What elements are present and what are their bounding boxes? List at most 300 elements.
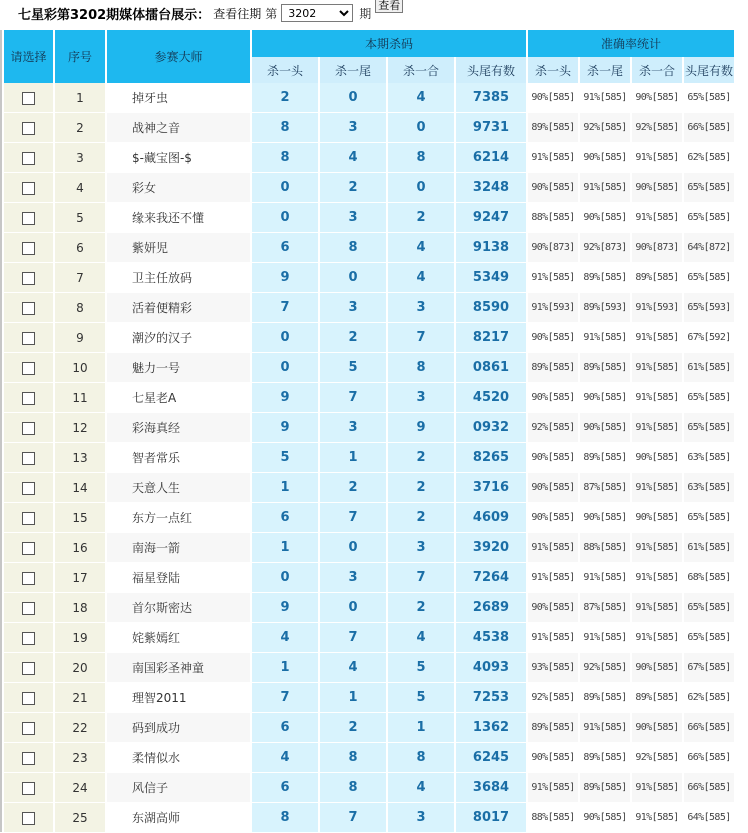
row-acc-headtail: 65%[585] [684,413,734,443]
row-kill-tail: 2 [320,713,386,743]
row-kill-sum: 2 [388,473,454,503]
row-index: 7 [55,263,105,293]
row-checkbox[interactable] [22,392,35,405]
row-acc-tail: 89%[593] [580,293,630,323]
row-acc-tail: 91%[585] [580,323,630,353]
row-kill-headtail: 4093 [456,653,526,683]
row-checkbox[interactable] [22,602,35,615]
row-kill-head: 9 [252,593,318,623]
row-kill-headtail: 4520 [456,383,526,413]
row-master-name: 东湖高师 [107,803,250,833]
row-kill-sum: 4 [388,263,454,293]
row-acc-sum: 90%[585] [632,713,682,743]
sub-header-kill-headtail: 头尾有数 [456,57,526,83]
row-acc-tail: 92%[585] [580,113,630,143]
row-master-name: 南海一箭 [107,533,250,563]
sub-header-kill-sum: 杀一合 [388,57,454,83]
row-kill-headtail: 3248 [456,173,526,203]
row-kill-headtail: 0932 [456,413,526,443]
row-kill-head: 6 [252,713,318,743]
table-row [4,113,734,143]
row-acc-head: 91%[585] [528,623,578,653]
row-acc-sum: 90%[873] [632,233,682,263]
row-kill-sum: 4 [388,83,454,113]
row-master-name: 智者常乐 [107,443,250,473]
row-acc-sum: 91%[593] [632,293,682,323]
row-checkbox[interactable] [22,332,35,345]
row-kill-tail: 3 [320,413,386,443]
row-checkbox[interactable] [22,92,35,105]
row-acc-tail: 87%[585] [580,593,630,623]
row-checkbox[interactable] [22,722,35,735]
row-kill-head: 8 [252,143,318,173]
row-master-name: 卫主任放码 [107,263,250,293]
row-kill-tail: 2 [320,473,386,503]
row-kill-tail: 7 [320,623,386,653]
row-kill-headtail: 5349 [456,263,526,293]
table-row [4,263,734,293]
row-kill-headtail: 7264 [456,563,526,593]
row-kill-headtail: 3684 [456,773,526,803]
row-index: 9 [55,323,105,353]
row-kill-headtail: 3920 [456,533,526,563]
view-button[interactable]: 查看 [375,0,403,13]
row-master-name: 南国彩圣神童 [107,653,250,683]
row-kill-sum: 7 [388,563,454,593]
row-acc-sum: 91%[585] [632,203,682,233]
master-table [2,30,736,833]
row-kill-sum: 3 [388,293,454,323]
table-row [4,713,734,743]
row-acc-sum: 91%[585] [632,773,682,803]
row-kill-tail: 1 [320,443,386,473]
table-row [4,683,734,713]
row-kill-head: 8 [252,113,318,143]
row-acc-head: 90%[585] [528,743,578,773]
row-acc-head: 89%[585] [528,713,578,743]
row-select-cell [4,113,53,143]
row-kill-sum: 2 [388,593,454,623]
row-kill-tail: 3 [320,113,386,143]
group-header-accuracy: 准确率统计 [528,30,734,57]
row-index: 2 [55,113,105,143]
row-index: 24 [55,773,105,803]
row-checkbox[interactable] [22,542,35,555]
row-kill-headtail: 0861 [456,353,526,383]
table-row [4,413,734,443]
row-acc-sum: 90%[585] [632,653,682,683]
period-suffix-label: 期 [359,6,372,21]
row-kill-tail: 8 [320,773,386,803]
table-row [4,323,734,353]
row-kill-headtail: 2689 [456,593,526,623]
row-acc-head: 92%[585] [528,683,578,713]
row-kill-head: 8 [252,803,318,833]
row-checkbox[interactable] [22,692,35,705]
row-checkbox[interactable] [22,272,35,285]
row-kill-head: 6 [252,503,318,533]
row-kill-tail: 0 [320,593,386,623]
row-kill-sum: 2 [388,203,454,233]
row-checkbox[interactable] [22,452,35,465]
row-master-name: 柔情似水 [107,743,250,773]
row-acc-sum: 89%[585] [632,263,682,293]
row-master-name: 彩海真经 [107,413,250,443]
row-select-cell [4,773,53,803]
row-master-name: 福星登陆 [107,563,250,593]
row-checkbox[interactable] [22,302,35,315]
row-kill-sum: 8 [388,743,454,773]
row-index: 23 [55,743,105,773]
row-kill-sum: 5 [388,683,454,713]
row-master-name: 彩女 [107,173,250,203]
row-kill-head: 1 [252,533,318,563]
row-acc-headtail: 66%[585] [684,743,734,773]
row-kill-head: 9 [252,413,318,443]
row-acc-sum: 91%[585] [632,623,682,653]
row-acc-head: 90%[585] [528,593,578,623]
row-kill-sum: 5 [388,653,454,683]
row-kill-tail: 2 [320,173,386,203]
table-row [4,143,734,173]
row-acc-sum: 90%[585] [632,503,682,533]
row-acc-head: 92%[585] [528,413,578,443]
row-index: 13 [55,443,105,473]
row-acc-sum: 91%[585] [632,323,682,353]
row-index: 21 [55,683,105,713]
row-select-cell [4,173,53,203]
row-index: 15 [55,503,105,533]
row-acc-head: 93%[585] [528,653,578,683]
table-row [4,593,734,623]
row-select-cell [4,143,53,173]
row-kill-sum: 0 [388,173,454,203]
row-acc-head: 90%[873] [528,233,578,263]
row-index: 3 [55,143,105,173]
row-kill-tail: 4 [320,653,386,683]
row-acc-sum: 91%[585] [632,353,682,383]
row-acc-sum: 91%[585] [632,563,682,593]
row-master-name: 首尔斯密达 [107,593,250,623]
row-acc-headtail: 64%[872] [684,233,734,263]
row-acc-tail: 89%[585] [580,353,630,383]
row-checkbox[interactable] [22,782,35,795]
row-acc-headtail: 65%[585] [684,593,734,623]
row-select-cell [4,323,53,353]
col-header-select: 请选择 [4,30,53,83]
table-row [4,563,734,593]
row-acc-tail: 87%[585] [580,473,630,503]
row-acc-tail: 90%[585] [580,503,630,533]
row-acc-tail: 91%[585] [580,563,630,593]
table-row [4,353,734,383]
row-acc-tail: 89%[585] [580,773,630,803]
row-acc-head: 90%[585] [528,383,578,413]
row-acc-head: 90%[585] [528,83,578,113]
row-kill-sum: 0 [388,113,454,143]
sub-header-kill-tail: 杀一尾 [320,57,386,83]
row-acc-sum: 90%[585] [632,443,682,473]
row-acc-tail: 90%[585] [580,203,630,233]
table-row [4,173,734,203]
row-checkbox[interactable] [22,122,35,135]
row-acc-head: 91%[593] [528,293,578,323]
page-header [0,0,748,26]
row-master-name: 魅力一号 [107,353,250,383]
row-checkbox[interactable] [22,512,35,525]
row-acc-tail: 90%[585] [580,803,630,833]
row-select-cell [4,233,53,263]
row-checkbox[interactable] [22,482,35,495]
row-acc-sum: 91%[585] [632,383,682,413]
row-acc-headtail: 65%[585] [684,503,734,533]
row-acc-headtail: 63%[585] [684,473,734,503]
row-kill-head: 1 [252,473,318,503]
row-master-name: 天意人生 [107,473,250,503]
table-row [4,623,734,653]
row-index: 18 [55,593,105,623]
row-kill-headtail: 8265 [456,443,526,473]
row-kill-sum: 9 [388,413,454,443]
table-row [4,203,734,233]
row-checkbox[interactable] [22,422,35,435]
row-acc-sum: 91%[585] [632,413,682,443]
row-acc-headtail: 65%[585] [684,263,734,293]
row-checkbox[interactable] [22,632,35,645]
row-kill-headtail: 6214 [456,143,526,173]
row-master-name: 紫妍児 [107,233,250,263]
row-index: 22 [55,713,105,743]
row-acc-tail: 89%[585] [580,443,630,473]
row-kill-tail: 8 [320,233,386,263]
row-master-name: $-藏宝图-$ [107,143,250,173]
row-acc-sum: 91%[585] [632,593,682,623]
row-kill-head: 9 [252,383,318,413]
table-row [4,773,734,803]
row-kill-tail: 5 [320,353,386,383]
row-checkbox[interactable] [22,152,35,165]
row-kill-tail: 7 [320,383,386,413]
row-acc-tail: 90%[585] [580,413,630,443]
row-select-cell [4,83,53,113]
row-checkbox[interactable] [22,752,35,765]
row-kill-head: 0 [252,173,318,203]
row-kill-head: 9 [252,263,318,293]
row-kill-tail: 1 [320,683,386,713]
sub-header-acc-head: 杀一头 [528,57,578,83]
table-row [4,653,734,683]
row-master-name: 掉牙虫 [107,83,250,113]
row-kill-tail: 7 [320,503,386,533]
row-acc-tail: 91%[585] [580,173,630,203]
row-checkbox[interactable] [22,182,35,195]
row-kill-headtail: 4609 [456,503,526,533]
row-acc-head: 88%[585] [528,203,578,233]
row-kill-sum: 3 [388,803,454,833]
row-acc-headtail: 67%[585] [684,653,734,683]
row-index: 12 [55,413,105,443]
row-acc-headtail: 66%[585] [684,113,734,143]
row-kill-tail: 3 [320,563,386,593]
row-acc-headtail: 65%[593] [684,293,734,323]
row-acc-head: 89%[585] [528,113,578,143]
row-acc-headtail: 64%[585] [684,803,734,833]
row-kill-head: 6 [252,773,318,803]
row-index: 1 [55,83,105,113]
row-acc-head: 90%[585] [528,443,578,473]
row-index: 16 [55,533,105,563]
row-kill-head: 7 [252,293,318,323]
row-select-cell [4,743,53,773]
row-kill-tail: 4 [320,143,386,173]
row-index: 25 [55,803,105,833]
row-kill-tail: 0 [320,263,386,293]
table-row [4,803,734,833]
sub-header-acc-headtail: 头尾有数 [684,57,734,83]
row-checkbox[interactable] [22,212,35,225]
row-acc-tail: 92%[585] [580,653,630,683]
row-acc-headtail: 62%[585] [684,683,734,713]
row-acc-head: 91%[585] [528,533,578,563]
row-kill-head: 6 [252,233,318,263]
row-acc-sum: 91%[585] [632,473,682,503]
table-row [4,443,734,473]
row-acc-sum: 91%[585] [632,143,682,173]
row-acc-headtail: 66%[585] [684,773,734,803]
row-select-cell [4,593,53,623]
row-acc-tail: 90%[585] [580,383,630,413]
row-kill-headtail: 8590 [456,293,526,323]
row-master-name: 风信子 [107,773,250,803]
row-kill-headtail: 7385 [456,83,526,113]
row-kill-head: 1 [252,653,318,683]
row-kill-head: 0 [252,203,318,233]
row-acc-tail: 89%[585] [580,743,630,773]
row-acc-tail: 89%[585] [580,683,630,713]
row-kill-tail: 0 [320,533,386,563]
row-kill-sum: 4 [388,773,454,803]
row-checkbox[interactable] [22,662,35,675]
row-kill-head: 0 [252,323,318,353]
row-checkbox[interactable] [22,572,35,585]
row-select-cell [4,203,53,233]
row-master-name: 潮汐的汉子 [107,323,250,353]
row-acc-sum: 89%[585] [632,683,682,713]
table-row [4,743,734,773]
table-row [4,533,734,563]
col-header-master: 参赛大师 [107,30,250,83]
row-kill-head: 7 [252,683,318,713]
row-kill-sum: 4 [388,623,454,653]
row-acc-headtail: 62%[585] [684,143,734,173]
row-select-cell [4,623,53,653]
row-acc-head: 90%[585] [528,473,578,503]
row-acc-head: 89%[585] [528,353,578,383]
row-acc-headtail: 65%[585] [684,383,734,413]
row-acc-head: 91%[585] [528,263,578,293]
row-acc-tail: 90%[585] [580,143,630,173]
row-index: 11 [55,383,105,413]
table-row [4,473,734,503]
row-kill-sum: 2 [388,443,454,473]
row-acc-tail: 88%[585] [580,533,630,563]
row-kill-sum: 2 [388,503,454,533]
row-acc-sum: 90%[585] [632,83,682,113]
row-acc-tail: 91%[585] [580,623,630,653]
row-acc-headtail: 65%[585] [684,203,734,233]
row-acc-headtail: 61%[585] [684,533,734,563]
master-table-wrapper [0,30,748,832]
row-acc-sum: 90%[585] [632,173,682,203]
row-select-cell [4,443,53,473]
row-acc-headtail: 67%[592] [684,323,734,353]
col-header-index: 序号 [55,30,105,83]
row-index: 10 [55,353,105,383]
row-checkbox[interactable] [22,362,35,375]
row-select-cell [4,803,53,833]
row-select-cell [4,263,53,293]
row-acc-head: 90%[585] [528,503,578,533]
row-select-cell [4,293,53,323]
row-acc-head: 91%[585] [528,773,578,803]
row-index: 5 [55,203,105,233]
row-acc-headtail: 65%[585] [684,83,734,113]
row-checkbox[interactable] [22,812,35,825]
sub-header-acc-sum: 杀一合 [632,57,682,83]
row-kill-tail: 2 [320,323,386,353]
row-master-name: 理智2011 [107,683,250,713]
row-kill-headtail: 1362 [456,713,526,743]
row-index: 14 [55,473,105,503]
row-kill-tail: 0 [320,83,386,113]
row-kill-tail: 8 [320,743,386,773]
table-row [4,83,734,113]
row-kill-headtail: 8217 [456,323,526,353]
row-acc-headtail: 66%[585] [684,713,734,743]
row-select-cell [4,683,53,713]
row-select-cell [4,653,53,683]
row-index: 20 [55,653,105,683]
row-acc-headtail: 63%[585] [684,443,734,473]
row-master-name: 战神之音 [107,113,250,143]
row-index: 4 [55,173,105,203]
group-header-kill: 本期杀码 [252,30,526,57]
row-kill-headtail: 7253 [456,683,526,713]
row-master-name: 缘来我还不懂 [107,203,250,233]
row-acc-tail: 92%[873] [580,233,630,263]
row-kill-sum: 4 [388,233,454,263]
row-kill-sum: 8 [388,353,454,383]
row-acc-head: 91%[585] [528,563,578,593]
sub-header-kill-head: 杀一头 [252,57,318,83]
master-table-body [4,83,734,833]
period-select[interactable] [281,4,353,22]
table-row [4,383,734,413]
row-acc-headtail: 61%[585] [684,353,734,383]
sub-header-acc-tail: 杀一尾 [580,57,630,83]
table-row [4,233,734,263]
period-prefix-label: 第 [265,6,278,21]
row-kill-head: 4 [252,623,318,653]
row-acc-sum: 92%[585] [632,743,682,773]
row-checkbox[interactable] [22,242,35,255]
row-select-cell [4,473,53,503]
row-kill-headtail: 9138 [456,233,526,263]
row-master-name: 活着便精彩 [107,293,250,323]
row-index: 8 [55,293,105,323]
row-acc-tail: 89%[585] [580,263,630,293]
row-kill-headtail: 9731 [456,113,526,143]
